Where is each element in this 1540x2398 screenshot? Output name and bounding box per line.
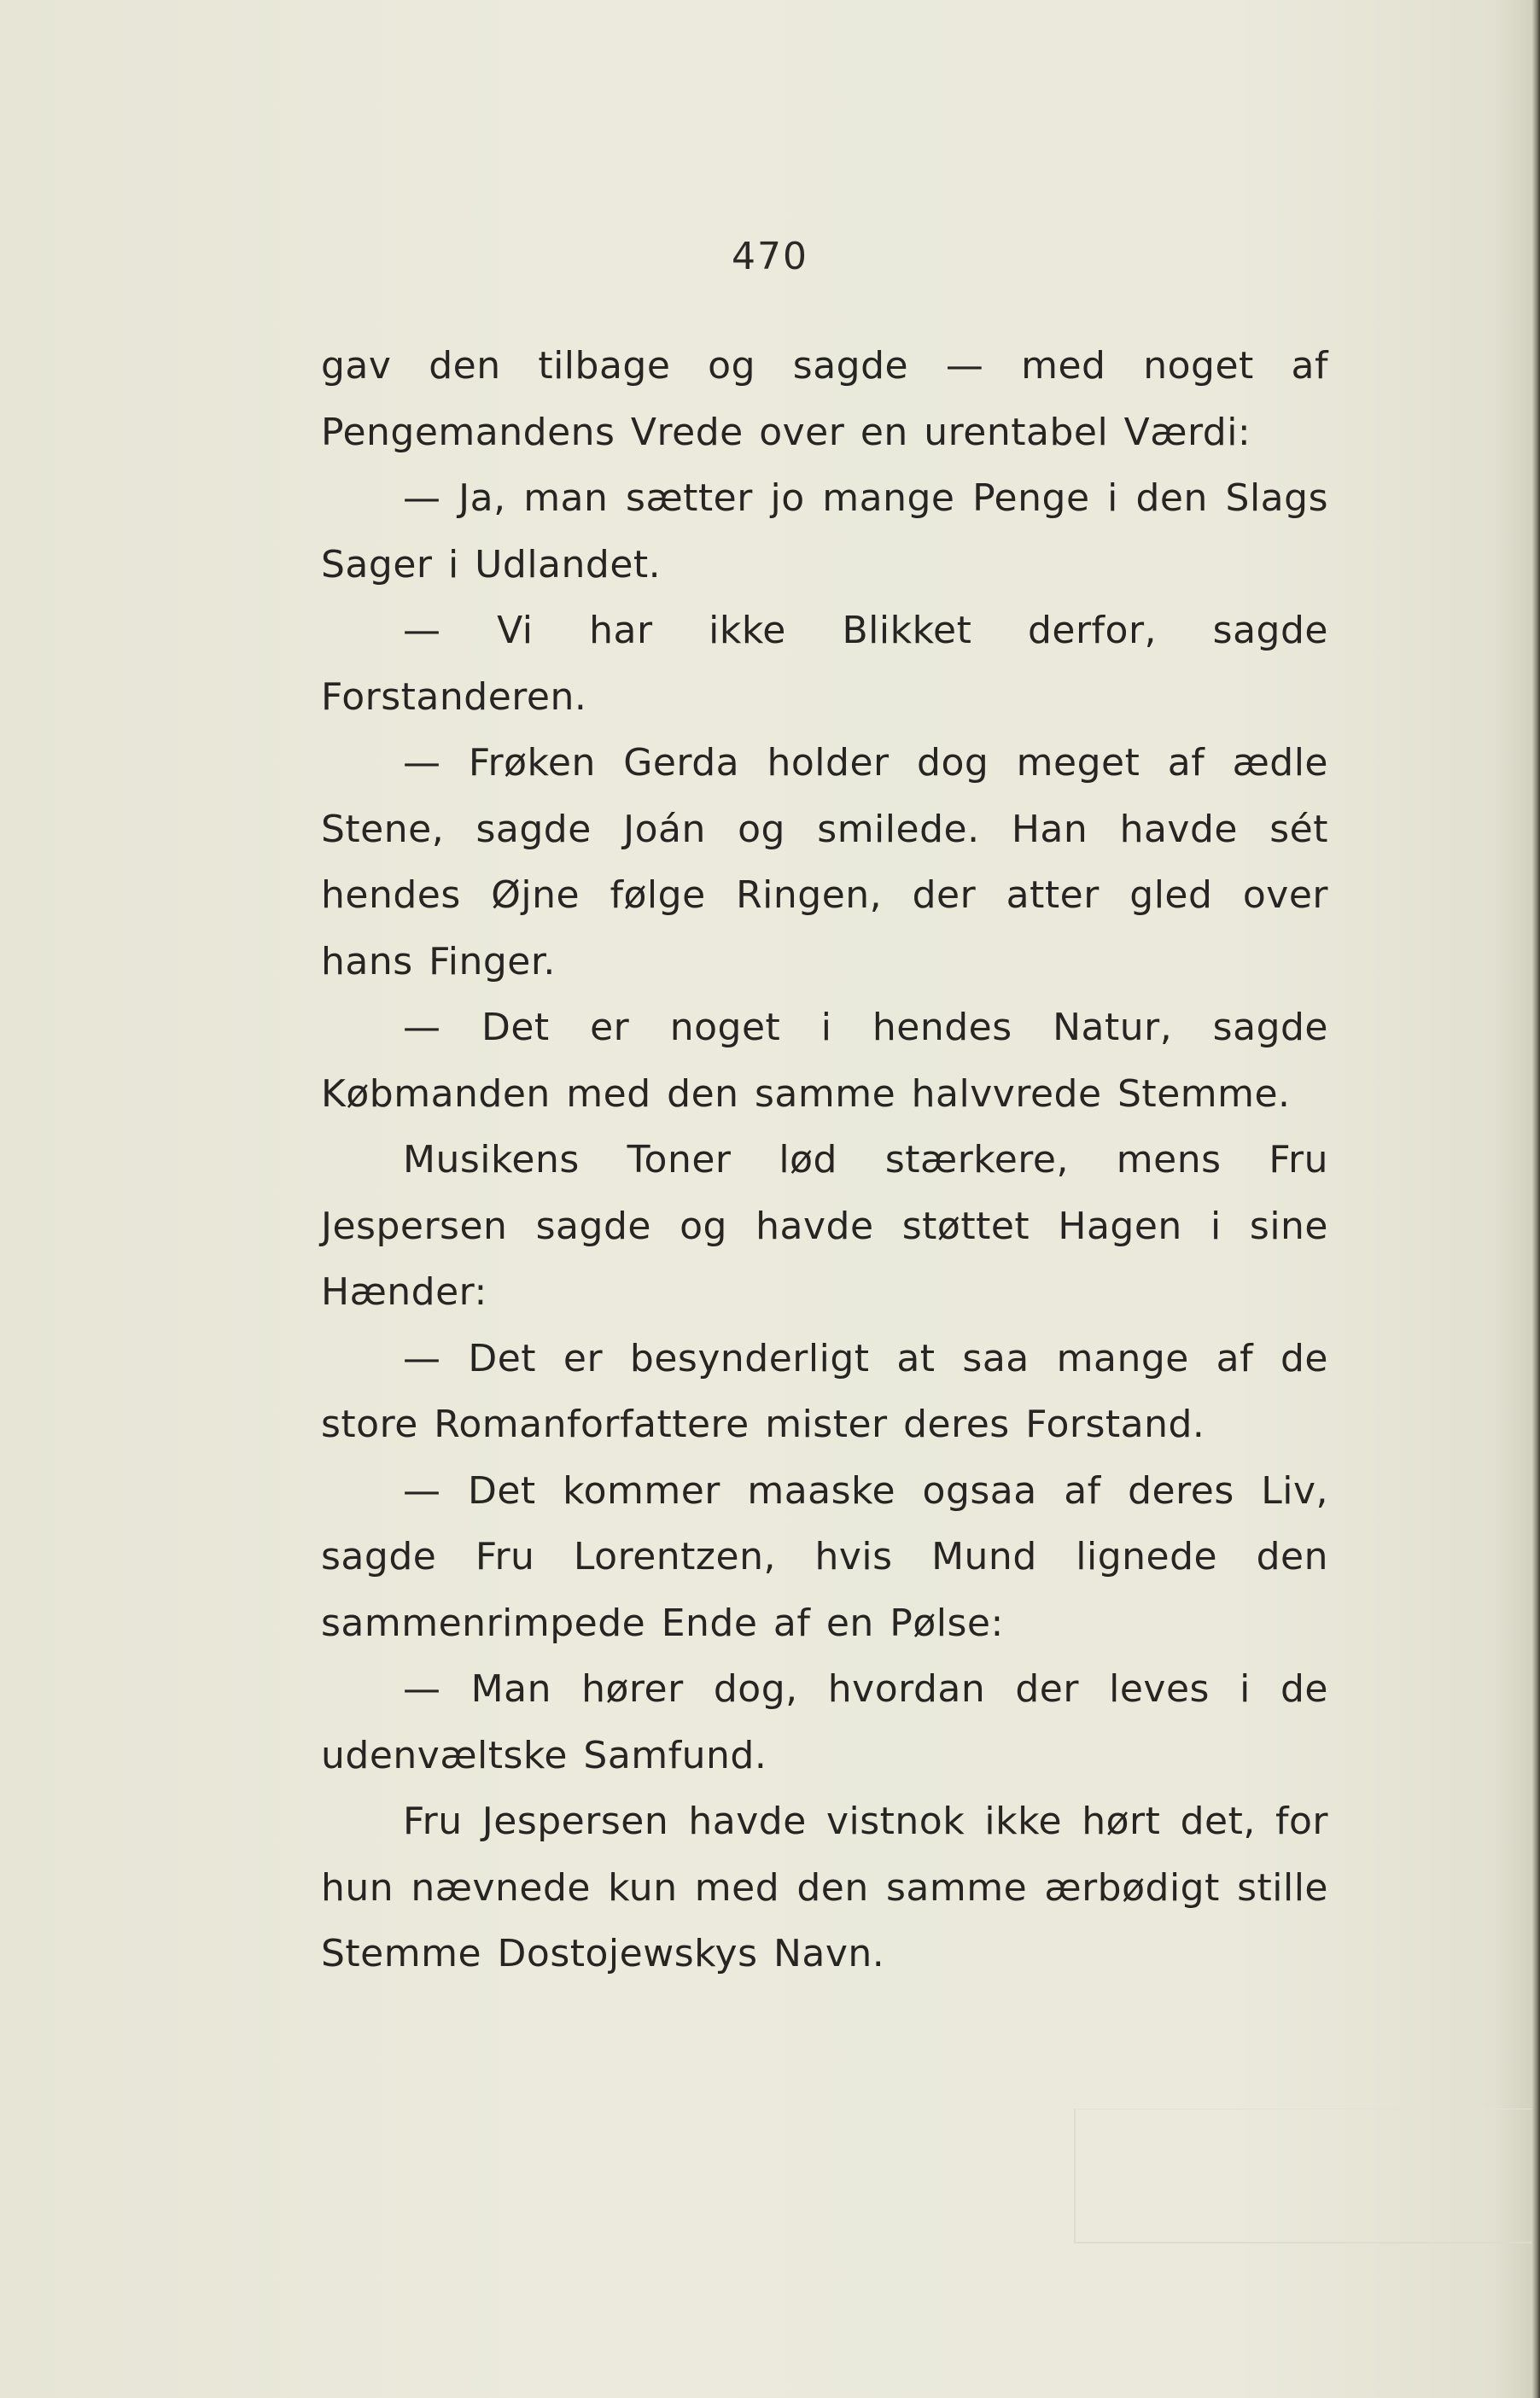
paragraph-6: Musikens Toner lød stærkere, mens Fru Jespersen sagde og havde støttet Hagen i sine Hænder:: [321, 1138, 1328, 1314]
paragraph-10: Fru Jespersen havde vistnok ikke hørt det, for hun nævnede kun med den samme ærbødigt stille Stemme Dostojewskys Navn.: [321, 1800, 1328, 1975]
faint-offset-mark: [1074, 2109, 1537, 2243]
paragraph-4: — Frøken Gerda holder dog meget af ædle Stene, sagde Joán og smilede. Han havde sét hendes Øjne følge Ringen, der atter gled over hans Finger.: [321, 741, 1328, 983]
paragraph-8: — Det kommer maaske ogsaa af deres Liv, sagde Fru Lorentzen, hvis Mund lignede den sammenrimpede Ende af en Pølse:: [321, 1468, 1328, 1645]
page-number: 470: [732, 235, 808, 278]
paragraph-7: — Det er besynderligt at saa mange af de store Romanforfattere mister deres Forstand.: [321, 1336, 1328, 1446]
page-edge-shadow: [1531, 0, 1540, 2398]
paragraph-2: — Ja, man sætter jo mange Penge i den Slags Sager i Udlandet.: [321, 476, 1328, 586]
paragraph-5: — Det er noget i hendes Natur, sagde Købmanden med den samme halvvrede Stemme.: [321, 1006, 1328, 1116]
body-text: [321, 333, 1328, 1987]
paragraph-1: gav den tilbage og sagde — med noget af Pengemandens Vrede over en urentabel Værdi:: [321, 344, 1328, 454]
paragraph-9: — Man hører dog, hvordan der leves i de udenvæltske Samfund.: [321, 1667, 1328, 1777]
paragraph-3: — Vi har ikke Blikket derfor, sagde Forstanderen.: [321, 609, 1328, 719]
